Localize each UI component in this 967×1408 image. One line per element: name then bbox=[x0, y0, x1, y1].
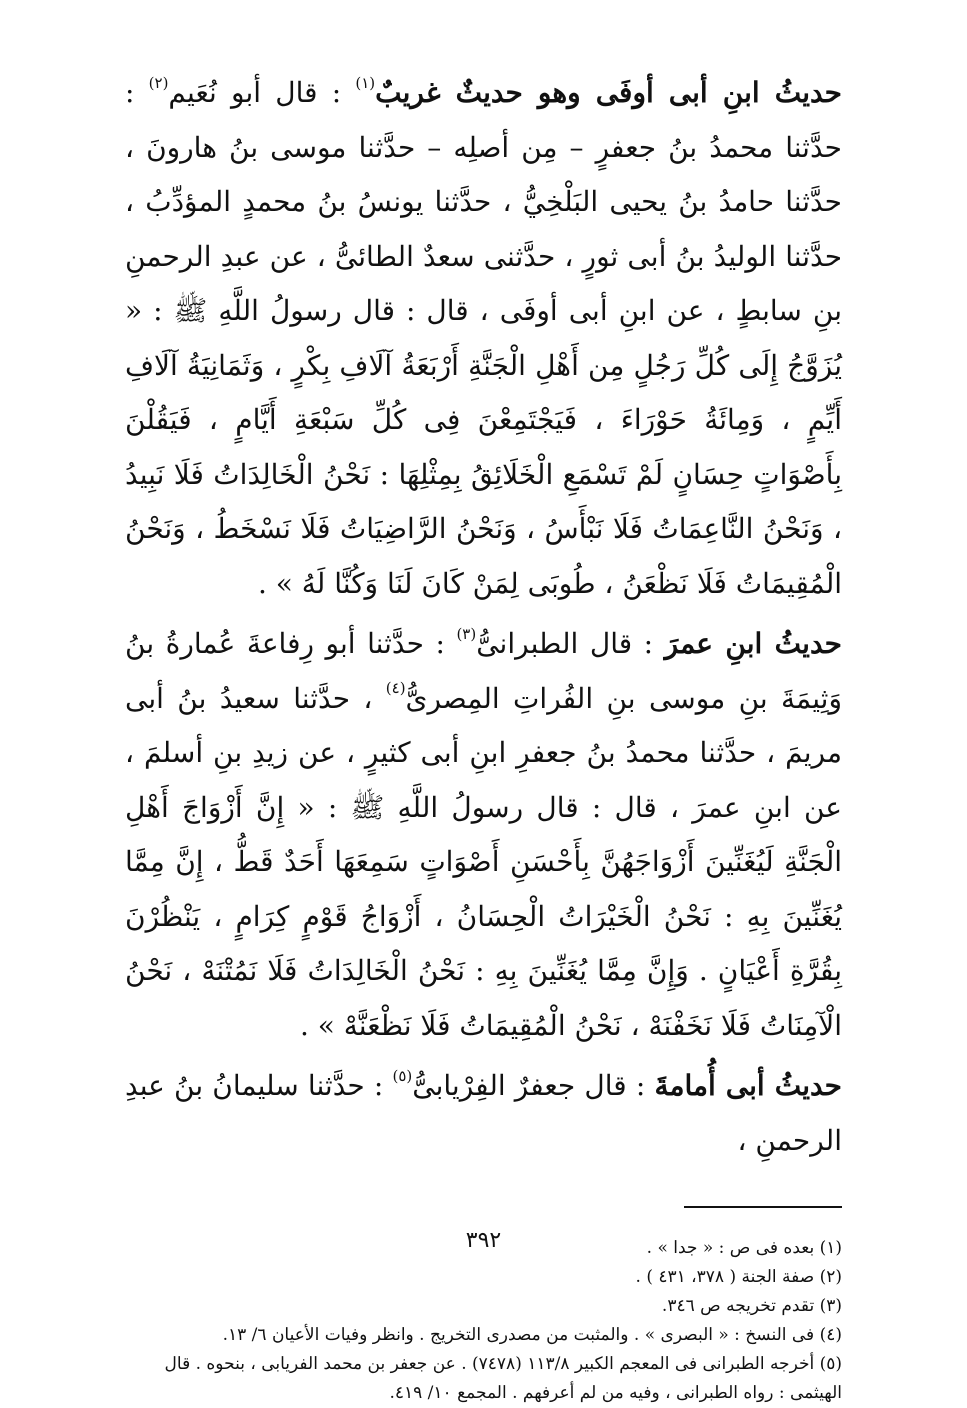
section-heading: حديثُ ابنِ أبى أوفَى وهو حديثٌ غريبٌ bbox=[375, 76, 842, 109]
hadith-paragraph-ibn-abi-awfa bbox=[125, 66, 842, 611]
section-heading: حديثُ أبى أُمامةَ bbox=[654, 1069, 842, 1102]
footnote-ref[interactable]: (٢) bbox=[148, 73, 169, 92]
footnote: (٢) صفة الجنة ( ٣٧٨، ٤٣١ ) . bbox=[635, 1267, 842, 1287]
footnote-ref[interactable]: (٥) bbox=[392, 1066, 413, 1085]
narration-lead: : قال الطبرانىُّ bbox=[476, 627, 665, 660]
footnotes bbox=[125, 1234, 842, 1408]
footnote: (٣) تقدم تخريجه ص ٣٤٦. bbox=[661, 1296, 842, 1316]
footnote: (٥) أخرجه الطبرانى فى المعجم الكبير ١١٣/٨ (٧٤٧٨) . عن جعفر بن محمد الفريابى ، بنحوه . قال الهيثمى : رواه الطبرانى ، وفيه من لم أعرفهم . المجمع ١٠/ ٤١٩. bbox=[164, 1354, 842, 1403]
narration-lead: : قال جعفرٌ الفِرْيابىُّ bbox=[412, 1069, 655, 1102]
narration-text: : حدَّثنا أبو رِفاعةَ عُمارةُ بنُ وَثِيمَةَ بنِ موسى بنِ الفُراتِ المِصرىُّ bbox=[125, 627, 842, 715]
narration-text: : حدَّثنا محمدُ بنُ جعفرٍ – مِن أصلِه – حدَّثنا موسى بنُ هارونَ ، حدَّثنا حامدُ بنُ يحيى البَلْخِيُّ ، حدَّثنا يونسُ بنُ محمدٍ المؤدِّبُ ، حدَّثنا الوليدُ بنُ أبى ثورٍ ، حدَّثنى سعدٌ الطائىُّ ، عن عبدِ الرحمنِ بنِ سابطٍ ، عن ابنِ أبى أوفَى ، قال : قال رسولُ اللَّهِ ﷺ : « يُزَوَّجُ إِلَى كُلِّ رَجُلٍ مِن أَهْلِ الْجَنَّةِ أَرْبَعَةُ آلَافِ بِكْرٍ ، وَثَمَانِيَةُ آلَافِ أَيِّمٍ ، وَمِائَةُ حَوْرَاءَ ، فَيَجْتَمِعْنَ فِى كُلِّ سَبْعَةِ أَيَّامٍ ، فَيَقُلْنَ بِأَصْوَاتٍ حِسَانٍ لَمْ تَسْمَعِ الْخَلَائِقُ بِمِثْلِهَا : نَحْنُ الْخَالِدَاتُ فَلَا نَبِيدُ ، وَنَحْنُ النَّاعِمَاتُ فَلَا نَبْأَسُ ، وَنَحْنُ الرَّاضِيَاتُ فَلَا نَسْخَطُ ، وَنَحْنُ الْمُقِيمَاتُ فَلَا نَظْعَنُ ، طُوبَى لِمَنْ كَانَ لَنَا وَكُنَّا لَهُ » . bbox=[125, 76, 842, 600]
narration-text: ، حدَّثنا سعيدُ بنُ أبى مريمَ ، حدَّثنا محمدُ بنُ جعفرِ ابنِ أبى كثيرٍ ، عن زيدِ بنِ أسلمَ ، عن ابنِ عمرَ ، قال : قال رسولُ اللَّهِ ﷺ : « إِنَّ أَزْوَاجَ أَهْلِ الْجَنَّةِ لَيُغَنِّينَ أَزْوَاجَهُنَّ بِأَحْسَنِ أَصْوَاتٍ سَمِعَهَا أَحَدٌ قَطُّ ، إِنَّ مِمَّا يُغَنِّينَ بِهِ : نَحْنُ الْخَيْرَاتُ الْحِسَانُ ، أَزْوَاجُ قَوْمٍ كِرَامٍ ، يَنْظُرْنَ بِقُرَّةِ أَعْيَانٍ . وَإِنَّ مِمَّا يُغَنِّينَ بِهِ : نَحْنُ الْخَالِدَاتُ فَلَا نَمُتْنَهْ ، نَحْنُ الْآمِنَاتُ فَلَا نَخَفْنَهْ ، نَحْنُ الْمُقِيمَاتُ فَلَا نَظْعَنَّهْ » . bbox=[125, 681, 843, 1042]
footnote: (١) بعده فى ص : « جدا » . bbox=[646, 1238, 842, 1258]
narration-text: : حدَّثنا سليمانُ بنُ عبدِ الرحمنِ ، bbox=[125, 1069, 842, 1157]
footnote-ref[interactable]: (٣) bbox=[456, 624, 477, 643]
page-number: ٣٩٢ bbox=[465, 1228, 502, 1253]
hadith-paragraph-abi-umama bbox=[125, 1059, 842, 1168]
section-heading: حديثُ ابنِ عمرَ bbox=[664, 627, 842, 660]
footnote-ref[interactable]: (١) bbox=[355, 73, 376, 92]
hadith-paragraph-ibn-umar bbox=[125, 617, 842, 1053]
footnote-separator bbox=[684, 1206, 842, 1208]
footnote: (٤) فى النسخ : « البصرى » . والمثبت من مصدرى التخريج . وانظر وفيات الأعيان ٦/ ١٣. bbox=[222, 1325, 842, 1345]
narration-lead: : قال أبو نُعَيم bbox=[168, 76, 356, 109]
footnote-ref[interactable]: (٤) bbox=[385, 679, 406, 698]
